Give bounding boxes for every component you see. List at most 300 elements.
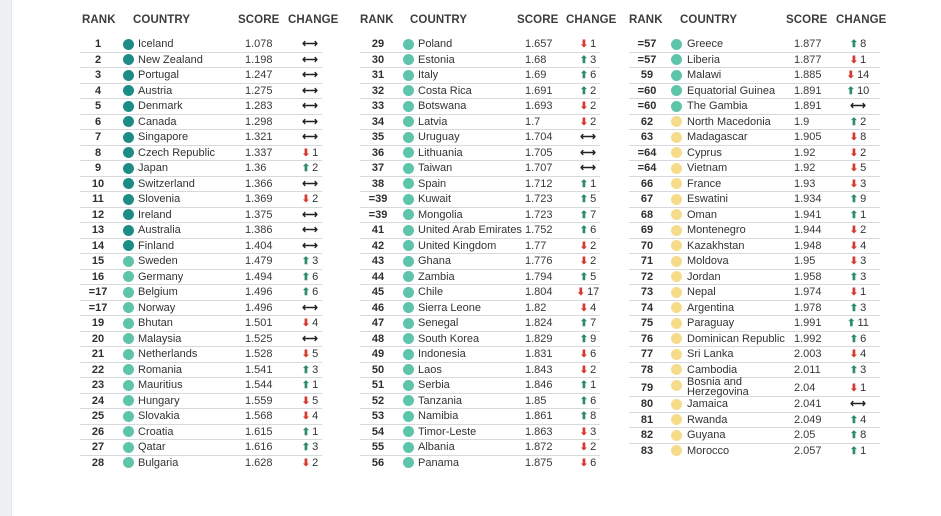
country-cell: Mongolia [418, 208, 463, 221]
country-cell: Guyana [687, 429, 726, 441]
rank-cell: 47 [371, 317, 385, 329]
arrow-down-icon: ⬇ [579, 426, 589, 438]
country-cell: Czech Republic [138, 146, 216, 159]
change-cell [566, 84, 610, 100]
change-value: 3 [590, 53, 597, 66]
header-country: COUNTRY [680, 14, 738, 26]
rank-cell: 53 [371, 410, 385, 422]
change-cell [288, 37, 332, 52]
change-value: 3 [312, 441, 319, 453]
rank-cell: 16 [91, 270, 105, 283]
peace-level-dot-icon [671, 147, 682, 158]
table-row [629, 301, 880, 317]
table-row [360, 146, 600, 162]
score-cell: 1.9 [794, 115, 810, 128]
score-cell: 1.723 [525, 193, 553, 205]
change-cell [566, 223, 610, 239]
score-cell: 1.877 [794, 38, 822, 50]
arrow-up-icon: ⬆ [579, 318, 589, 329]
header-change: CHANGE [288, 14, 339, 26]
change-value: 4 [590, 301, 597, 314]
score-cell: 1.198 [245, 53, 273, 66]
ranking-table-column-2 [360, 12, 617, 471]
arrow-up-icon: ⬆ [849, 414, 859, 426]
peace-level-dot-icon [123, 364, 134, 375]
change-value: 1 [590, 177, 597, 190]
rank-cell: 68 [640, 208, 654, 221]
score-cell: 1.978 [794, 301, 822, 314]
change-value: 1 [312, 146, 319, 159]
country-cell: South Korea [418, 332, 480, 345]
table-row [80, 84, 322, 100]
score-cell: 1.528 [245, 348, 273, 360]
score-cell: 1.36 [245, 162, 267, 174]
arrow-up-icon: ⬆ [301, 287, 311, 298]
peace-level-dot-icon [123, 411, 134, 422]
table-row [629, 444, 880, 460]
change-cell [566, 192, 610, 208]
score-cell: 2.003 [794, 348, 822, 360]
change-value: 3 [312, 363, 319, 376]
table-row [80, 440, 322, 456]
no-change-arrow-icon: ⟷ [302, 239, 318, 252]
peace-level-dot-icon [671, 85, 682, 96]
country-cell: Uruguay [418, 131, 460, 143]
score-cell: 2.049 [794, 413, 822, 426]
country-cell: Panama [418, 456, 459, 469]
table-row [360, 239, 600, 255]
change-cell [288, 161, 332, 177]
arrow-up-icon: ⬆ [849, 194, 859, 205]
no-change-arrow-icon: ⟷ [302, 332, 318, 345]
score-cell: 1.95 [794, 255, 816, 267]
peace-level-dot-icon [671, 194, 682, 205]
table-row [360, 285, 600, 301]
left-scroll-gutter [0, 0, 12, 516]
peace-level-dot-icon [403, 85, 414, 96]
arrow-down-icon: ⬇ [579, 39, 589, 50]
change-value: 1 [860, 444, 867, 457]
score-cell: 2.011 [794, 363, 821, 376]
peace-level-dot-icon [123, 318, 134, 329]
score-cell: 1.693 [525, 100, 553, 112]
arrow-down-icon: ⬇ [579, 256, 589, 267]
rank-cell: 83 [640, 444, 654, 457]
country-cell: Argentina [687, 301, 735, 314]
peace-level-dot-icon [403, 54, 414, 65]
no-change-arrow-icon: ⟷ [850, 100, 866, 112]
score-cell: 1.948 [794, 239, 822, 252]
peace-level-dot-icon [123, 256, 134, 267]
change-value: 1 [312, 425, 319, 438]
arrow-up-icon: ⬆ [579, 194, 589, 205]
peace-level-dot-icon [403, 39, 414, 50]
table-row [80, 409, 322, 425]
table-row [360, 301, 600, 317]
rank-cell: 46 [371, 301, 385, 314]
change-value: 1 [312, 379, 319, 391]
peace-level-dot-icon [671, 240, 682, 251]
change-value: 1 [860, 53, 867, 66]
change-value: 6 [590, 456, 597, 469]
change-cell [566, 68, 610, 84]
table-row [80, 53, 322, 69]
change-cell [836, 192, 880, 208]
rank-cell: 30 [371, 53, 385, 66]
peace-level-dot-icon [403, 395, 414, 406]
arrow-down-icon: ⬇ [579, 349, 589, 360]
country-cell: Namibia [418, 410, 459, 422]
no-change-arrow-icon: ⟷ [302, 38, 318, 50]
rank-cell: 2 [94, 53, 102, 66]
rank-cell: 37 [371, 162, 385, 174]
change-cell [836, 397, 880, 412]
no-change-arrow-icon: ⟷ [850, 398, 866, 410]
rank-cell: 41 [371, 224, 385, 236]
score-cell: 1.885 [794, 69, 822, 81]
rank-cell: 33 [371, 100, 385, 112]
change-cell [288, 363, 332, 379]
country-cell: Latvia [418, 115, 448, 128]
table-row [360, 223, 600, 239]
change-value: 3 [860, 301, 867, 314]
change-value: 2 [312, 456, 319, 469]
rank-cell: 8 [94, 146, 102, 159]
arrow-down-icon: ⬇ [301, 395, 311, 407]
rank-cell: =64 [637, 146, 657, 159]
rank-cell: 29 [371, 38, 385, 50]
country-cell: Moldova [687, 255, 729, 267]
table-row [629, 208, 880, 224]
rank-cell: 51 [371, 379, 385, 391]
change-cell [288, 115, 332, 130]
change-value: 17 [587, 286, 600, 298]
rank-cell: 9 [94, 162, 102, 174]
table-body [629, 37, 880, 459]
arrow-up-icon: ⬆ [579, 178, 589, 190]
change-value: 3 [860, 255, 867, 267]
change-value: 2 [590, 363, 597, 376]
rank-cell: 67 [640, 193, 654, 205]
rank-cell: 59 [640, 69, 654, 81]
arrow-down-icon: ⬇ [579, 442, 589, 453]
arrow-up-icon: ⬆ [301, 426, 311, 438]
table-row [80, 239, 322, 255]
change-cell [566, 146, 610, 161]
rank-cell: 35 [371, 131, 385, 143]
rank-cell: 44 [371, 270, 385, 283]
table-row [360, 440, 600, 456]
peace-level-dot-icon [671, 349, 682, 360]
change-cell [836, 363, 880, 379]
arrow-down-icon: ⬇ [849, 382, 859, 394]
change-value: 10 [857, 84, 870, 97]
table-row [80, 130, 322, 146]
table-body [80, 37, 322, 471]
change-value: 8 [860, 429, 867, 441]
peace-level-dot-icon [403, 163, 414, 174]
peace-level-dot-icon [123, 380, 134, 391]
rank-cell: 78 [640, 363, 654, 376]
peace-level-dot-icon [671, 101, 682, 112]
peace-level-dot-icon [403, 256, 414, 267]
score-cell: 1.69 [525, 69, 547, 81]
arrow-down-icon: ⬇ [576, 287, 586, 298]
change-cell [288, 440, 332, 456]
peace-level-dot-icon [671, 70, 682, 81]
change-cell [566, 409, 610, 425]
country-cell: Finland [138, 239, 175, 252]
no-change-arrow-icon: ⟷ [302, 115, 318, 128]
rank-cell: 62 [640, 115, 654, 128]
peace-level-dot-icon [403, 411, 414, 422]
peace-level-dot-icon [671, 399, 682, 410]
arrow-down-icon: ⬇ [849, 163, 859, 174]
arrow-up-icon: ⬆ [849, 445, 859, 457]
arrow-down-icon: ⬇ [849, 240, 859, 252]
peace-level-dot-icon [123, 287, 134, 298]
rank-cell: 21 [91, 348, 105, 360]
country-cell: United Arab Emirates [418, 224, 522, 236]
peace-level-dot-icon [671, 364, 682, 375]
country-cell: Rwanda [687, 413, 728, 426]
arrow-down-icon: ⬇ [849, 178, 859, 190]
peace-level-dot-icon [671, 54, 682, 65]
country-cell: Spain [418, 177, 447, 190]
country-cell: Lithuania [418, 146, 463, 159]
change-cell [566, 208, 610, 224]
peace-level-dot-icon [671, 132, 682, 143]
peace-level-dot-icon [403, 147, 414, 158]
change-value: 5 [312, 394, 319, 407]
rank-cell: 54 [371, 425, 385, 438]
peace-level-dot-icon [671, 414, 682, 425]
score-cell: 1.615 [245, 425, 273, 438]
change-value: 4 [860, 239, 867, 252]
header-rank: RANK [629, 14, 663, 26]
rank-cell: =64 [637, 162, 657, 174]
change-cell [288, 53, 332, 68]
country-cell: Denmark [138, 100, 183, 112]
arrow-down-icon: ⬇ [849, 287, 859, 298]
peace-level-dot-icon [403, 116, 414, 127]
arrow-down-icon: ⬇ [849, 256, 859, 267]
peace-level-dot-icon [403, 426, 414, 437]
table-row [80, 192, 322, 208]
change-cell [288, 425, 332, 441]
country-cell: Cambodia [687, 363, 738, 376]
change-cell [836, 146, 880, 162]
change-value: 6 [312, 286, 319, 298]
peace-level-dot-icon [671, 318, 682, 329]
arrow-up-icon: ⬆ [849, 39, 859, 50]
peace-level-dot-icon [403, 380, 414, 391]
peace-level-dot-icon [123, 132, 134, 143]
peace-level-dot-icon [403, 318, 414, 329]
country-cell: Singapore [138, 131, 189, 143]
country-cell: Paraguay [687, 317, 735, 329]
table-body [360, 37, 600, 471]
arrow-down-icon: ⬇ [579, 302, 589, 314]
change-value: 3 [312, 255, 319, 267]
country-cell: Cyprus [687, 146, 722, 159]
arrow-up-icon: ⬆ [579, 380, 589, 391]
score-cell: 1.691 [525, 84, 553, 97]
rank-cell: 7 [94, 131, 102, 143]
rank-cell: 5 [94, 100, 102, 112]
change-value: 1 [860, 381, 867, 394]
change-value: 4 [312, 410, 319, 422]
country-cell: Dominican Republic [687, 332, 785, 345]
table-row [360, 177, 600, 193]
rank-cell: 27 [91, 441, 105, 453]
peace-level-dot-icon [403, 302, 414, 313]
score-cell: 1.85 [525, 394, 547, 407]
rank-cell: 75 [640, 317, 654, 329]
change-cell [288, 254, 332, 270]
table-row [629, 115, 880, 131]
peace-level-dot-icon [671, 380, 682, 391]
rank-cell: 3 [94, 69, 102, 81]
score-cell: 1.559 [245, 394, 273, 407]
change-value: 9 [590, 332, 597, 345]
country-cell: The Gambia [687, 100, 748, 112]
peace-level-dot-icon [671, 163, 682, 174]
score-cell: 1.829 [525, 332, 553, 345]
rank-cell: 11 [92, 193, 104, 205]
score-cell: 1.366 [245, 177, 273, 190]
country-cell: Canada [138, 115, 177, 128]
country-cell: Belgium [138, 286, 178, 298]
arrow-up-icon: ⬆ [849, 209, 859, 221]
arrow-down-icon: ⬇ [579, 101, 589, 112]
rank-cell: 71 [640, 255, 654, 267]
table-row [360, 316, 600, 332]
peace-level-dot-icon [403, 333, 414, 344]
arrow-up-icon: ⬆ [849, 430, 859, 441]
score-cell: 1.544 [245, 379, 273, 391]
no-change-arrow-icon: ⟷ [302, 84, 318, 97]
table-row [80, 363, 322, 379]
country-cell: Morocco [687, 444, 730, 457]
table-row [80, 99, 322, 115]
change-cell [836, 413, 880, 429]
change-cell [288, 285, 332, 301]
change-value: 14 [857, 69, 870, 81]
rank-cell: 25 [91, 410, 105, 422]
table-row [629, 192, 880, 208]
ranking-table-column-1 [80, 12, 339, 471]
change-cell [288, 177, 332, 192]
score-cell: 1.934 [794, 193, 822, 205]
change-cell [836, 177, 880, 193]
country-cell: Chile [418, 286, 444, 298]
country-cell: Serbia [418, 379, 450, 391]
change-value: 6 [590, 224, 597, 236]
score-cell: 1.496 [245, 301, 273, 314]
table-row [629, 270, 880, 286]
table-row [629, 53, 880, 69]
country-cell: Liberia [687, 53, 721, 66]
header-rank: RANK [82, 14, 116, 26]
rank-cell: =57 [637, 38, 657, 50]
country-cell: Sri Lanka [687, 348, 734, 360]
arrow-up-icon: ⬆ [849, 364, 859, 376]
change-cell [288, 394, 332, 410]
table-row [360, 208, 600, 224]
table-row [629, 363, 880, 379]
score-cell: 1.941 [794, 208, 822, 221]
change-value: 6 [312, 270, 319, 283]
country-cell: France [687, 177, 722, 190]
score-cell: 1.905 [794, 131, 822, 143]
header-country: COUNTRY [410, 14, 468, 26]
rank-cell: 76 [640, 332, 654, 345]
country-cell: Senegal [418, 317, 459, 329]
arrow-down-icon: ⬇ [579, 116, 589, 128]
score-cell: 1.078 [245, 38, 273, 50]
peace-level-dot-icon [671, 209, 682, 220]
change-cell [288, 223, 332, 238]
change-cell [836, 130, 880, 146]
change-cell [566, 270, 610, 286]
change-value: 2 [590, 115, 597, 128]
country-cell: Italy [418, 69, 439, 81]
arrow-down-icon: ⬇ [579, 364, 589, 376]
change-value: 3 [860, 177, 867, 190]
score-cell: 1.831 [525, 348, 553, 360]
peace-level-dot-icon [671, 302, 682, 313]
table-row [80, 425, 322, 441]
rank-cell: 15 [91, 255, 105, 267]
country-cell: Kazakhstan [687, 239, 745, 252]
table-row [629, 332, 880, 348]
table-row [360, 347, 600, 363]
change-value: 5 [860, 162, 867, 174]
score-cell: 1.974 [794, 286, 822, 298]
score-cell: 1.794 [525, 270, 553, 283]
table-row [360, 192, 600, 208]
peace-level-dot-icon [123, 302, 134, 313]
table-row [360, 115, 600, 131]
change-value: 5 [590, 193, 597, 205]
table-row [629, 285, 880, 301]
change-value: 2 [590, 255, 597, 267]
change-cell [566, 254, 610, 270]
peace-level-dot-icon [123, 240, 134, 251]
change-cell [288, 146, 332, 162]
country-cell: Madagascar [687, 131, 748, 143]
arrow-up-icon: ⬆ [301, 380, 311, 391]
score-cell: 1.386 [245, 224, 273, 236]
table-row [629, 84, 880, 100]
table-row [629, 254, 880, 270]
arrow-down-icon: ⬇ [849, 225, 859, 236]
rank-cell: 45 [371, 286, 385, 298]
country-cell: Ghana [418, 255, 452, 267]
score-cell: 1.77 [525, 239, 547, 252]
change-cell [836, 301, 880, 317]
table-row [360, 99, 600, 115]
peace-level-dot-icon [671, 430, 682, 441]
change-value: 2 [860, 146, 867, 159]
score-cell: 2.04 [794, 381, 816, 394]
table-row [629, 177, 880, 193]
score-cell: 1.875 [525, 456, 553, 469]
change-value: 11 [857, 317, 869, 329]
change-cell [836, 270, 880, 286]
peace-level-dot-icon [671, 287, 682, 298]
